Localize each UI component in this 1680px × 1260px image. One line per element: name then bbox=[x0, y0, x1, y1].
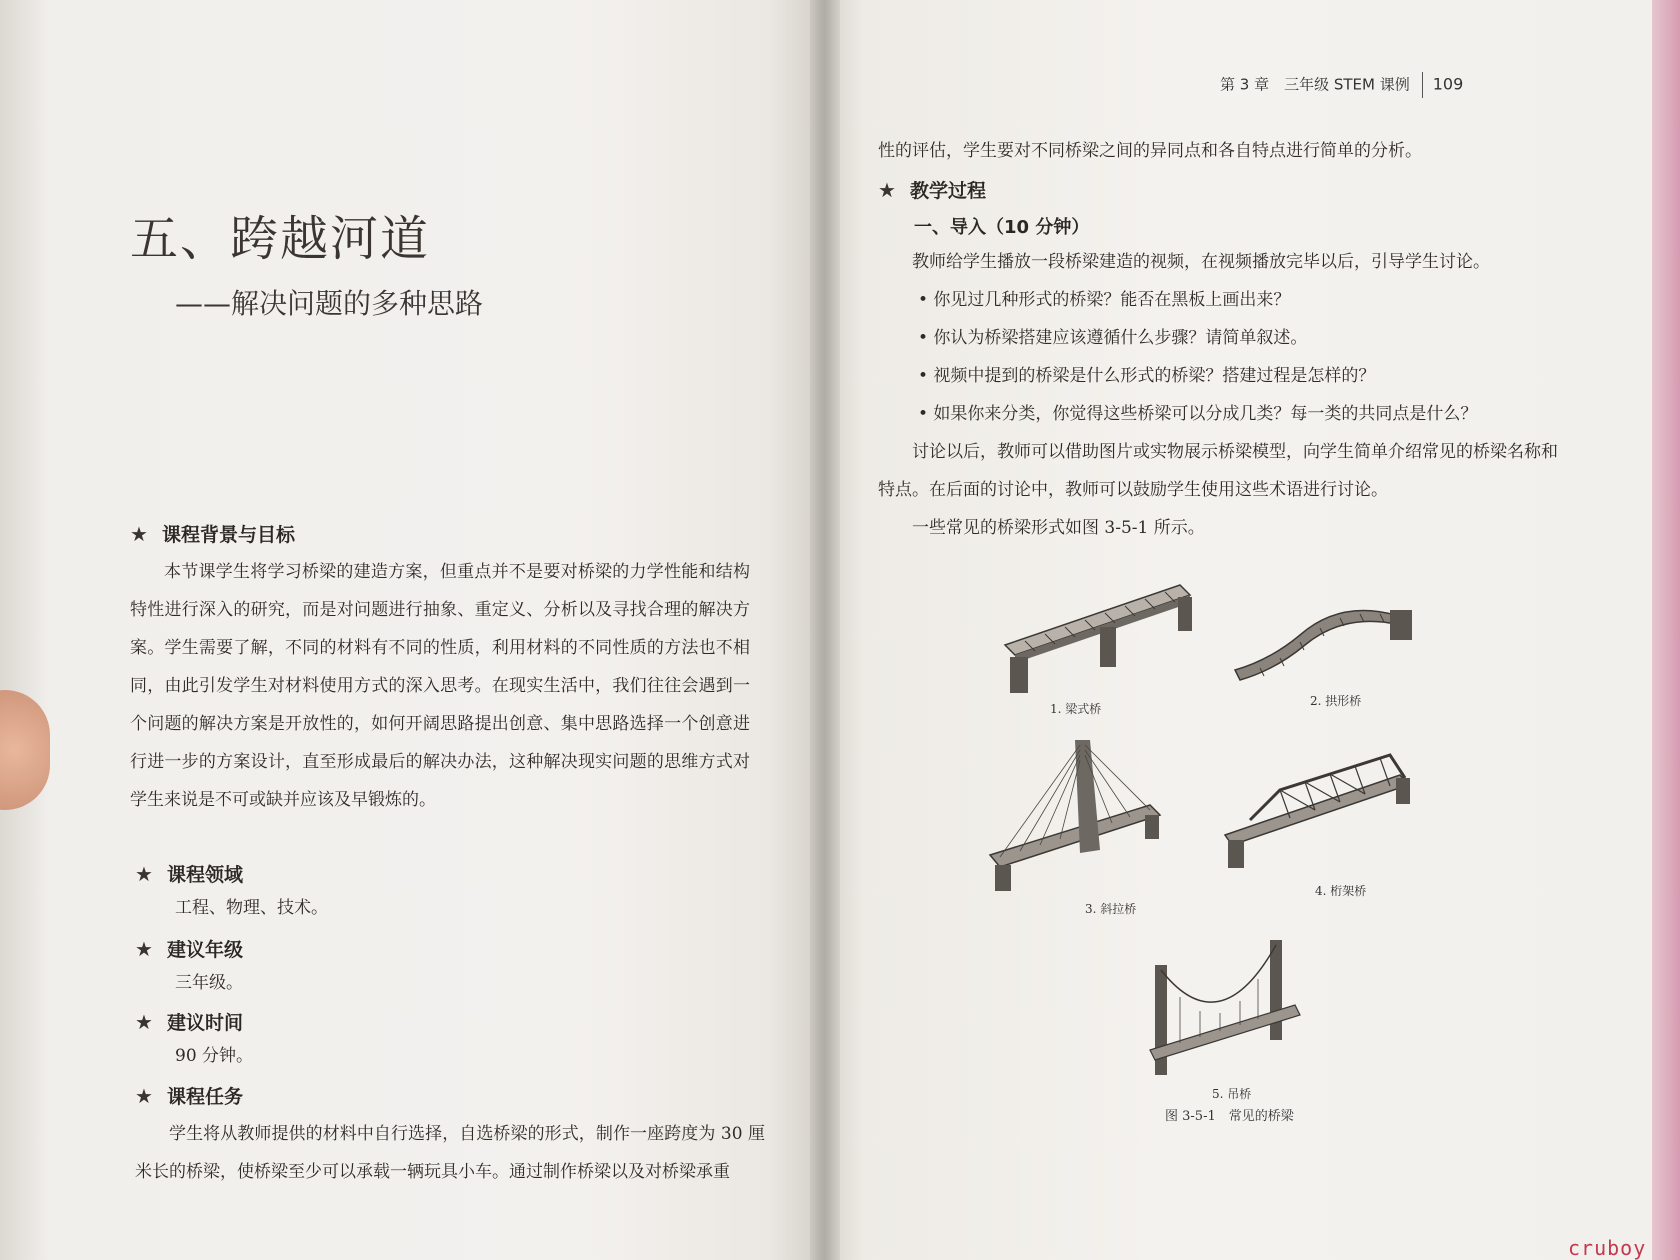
section-text: 工程、物理、技术。 bbox=[175, 898, 328, 918]
header-divider bbox=[1422, 72, 1423, 98]
subheading: 一、导入（10 分钟） bbox=[914, 217, 1090, 238]
section-domain bbox=[135, 860, 755, 927]
question-item: • 如果你来分类，你觉得这些桥梁可以分成几类？每一类的共同点是什么？ bbox=[918, 404, 1478, 424]
star-icon: ★ bbox=[135, 1084, 153, 1108]
cable-stayed-bridge-image bbox=[980, 735, 1180, 895]
section-heading: 建议年级 bbox=[166, 939, 243, 961]
truss-bridge-image bbox=[1220, 740, 1420, 870]
section-text: 三年级。 bbox=[175, 973, 243, 993]
beam-bridge-image bbox=[1000, 575, 1200, 695]
background-edge bbox=[1652, 0, 1680, 1260]
star-icon: ★ bbox=[135, 1010, 153, 1034]
section-heading: 教学过程 bbox=[909, 180, 986, 202]
section-heading: 建议时间 bbox=[166, 1012, 243, 1034]
right-text-block bbox=[878, 132, 1558, 547]
section-task bbox=[135, 1082, 765, 1191]
section-heading: 课程背景与目标 bbox=[161, 524, 295, 546]
intro-text: 教师给学生播放一段桥梁建造的视频，在视频播放完毕以后，引导学生讨论。 bbox=[912, 252, 1490, 272]
arch-bridge-image bbox=[1230, 590, 1420, 690]
section-time bbox=[135, 1008, 755, 1075]
continued-text: 性的评估，学生要对不同桥梁之间的异同点和各自特点进行简单的分析。 bbox=[878, 141, 1422, 161]
star-icon: ★ bbox=[130, 522, 148, 546]
chapter-subtitle: ——解决问题的多种思路 bbox=[175, 287, 484, 320]
section-text: 本节课学生将学习桥梁的建造方案，但重点并不是要对桥梁的力学性能和结构特性进行深入的研究，而是对问题进行抽象、重定义、分析以及寻找合理的解决方案。学生需要了解，不同的材料有不同的性质，利用材料的不同性质的方法也不相同，由此引发学生对材料使用方式的深入思考。在现实生活中，我们往往会遇到一个问题的解决方案是开放性的，如何开阔思路提出创意、集中思路选择一个创意进行进一步的方案设计，直至形成最后的解决办法，这种解决现实问题的思维方式对学生来说是不可或缺并应该及早锻炼的。 bbox=[130, 562, 750, 810]
section-grade bbox=[135, 935, 755, 1002]
figure-caption: 图 3-5-1 常见的桥梁 bbox=[1165, 1109, 1294, 1124]
discussion-text: 讨论以后，教师可以借助图片或实物展示桥梁模型，向学生简单介绍常见的桥梁名称和特点。在后面的讨论中，教师可以鼓励学生使用这些术语进行讨论。 bbox=[878, 442, 1558, 500]
suspension-bridge-image bbox=[1140, 935, 1310, 1085]
section-text: 90 分钟。 bbox=[175, 1046, 254, 1066]
running-head bbox=[1220, 72, 1463, 98]
figure-item-label: 2. 拱形桥 bbox=[1310, 694, 1362, 708]
section-background bbox=[130, 520, 750, 819]
question-item: • 视频中提到的桥梁是什么形式的桥梁？搭建过程是怎样的？ bbox=[918, 366, 1376, 386]
chapter-title: 五、跨越河道 bbox=[130, 211, 431, 267]
figure-item-label: 4. 桁架桥 bbox=[1315, 884, 1367, 898]
question-item: • 你见过几种形式的桥梁？能否在黑板上画出来？ bbox=[918, 290, 1291, 310]
section-heading: 课程领域 bbox=[166, 864, 243, 886]
star-icon: ★ bbox=[135, 937, 153, 961]
section-heading: 课程任务 bbox=[166, 1086, 243, 1108]
bridge-figure bbox=[980, 570, 1460, 1130]
watermark: cruboy bbox=[1568, 1236, 1647, 1260]
figure-item-label: 1. 梁式桥 bbox=[1050, 702, 1102, 716]
page-number: 109 bbox=[1432, 74, 1464, 94]
section-text: 学生将从教师提供的材料中自行选择，自选桥梁的形式，制作一座跨度为 30 厘米长的桥梁，使桥梁至少可以承载一辆玩具小车。通过制作桥梁以及对桥梁承重 bbox=[135, 1124, 765, 1182]
star-icon: ★ bbox=[878, 178, 896, 202]
question-item: • 你认为桥梁搭建应该遵循什么步骤？请简单叙述。 bbox=[918, 328, 1308, 348]
chapter-label: 第 3 章 三年级 STEM 课例 bbox=[1220, 75, 1410, 94]
star-icon: ★ bbox=[135, 862, 153, 886]
figure-item-label: 5. 吊桥 bbox=[1212, 1087, 1252, 1101]
figure-intro: 一些常见的桥梁形式如图 3-5-1 所示。 bbox=[912, 518, 1205, 538]
left-page-content bbox=[0, 0, 835, 1260]
figure-item-label: 3. 斜拉桥 bbox=[1085, 902, 1137, 916]
